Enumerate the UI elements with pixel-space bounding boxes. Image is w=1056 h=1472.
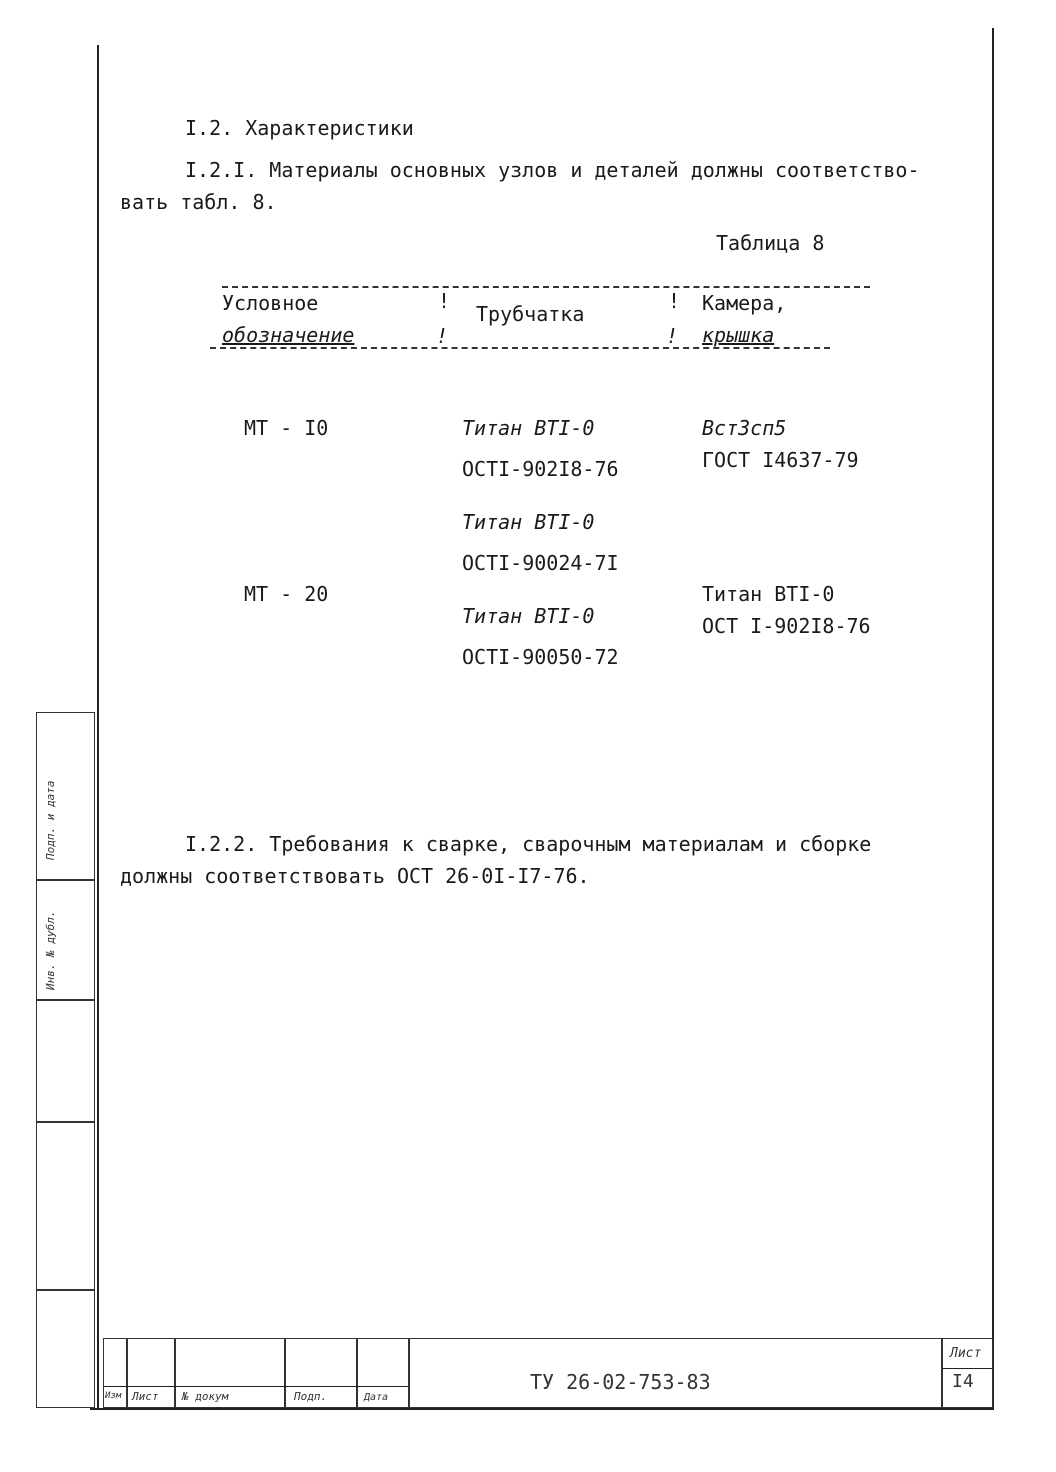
paragraph-2-line-1: I.2.2. Требования к сварке, сварочным материалам и сборке (185, 832, 872, 856)
header-separator: ! (666, 324, 679, 348)
sheet-label: Лист (950, 1346, 982, 1361)
paragraph-1-line-1: I.2.I. Материалы основных узлов и деталей должны соответство- (185, 158, 920, 182)
title-block-sign-label: Подп. (294, 1390, 328, 1403)
frame-left-line (97, 45, 99, 1410)
table-header-rule (210, 347, 830, 349)
header-separator: ! (668, 289, 681, 313)
frame-bottom-line (90, 1408, 994, 1410)
header-chamber-line-2: крышка (702, 323, 775, 347)
title-block-row-divider (103, 1386, 409, 1387)
paragraph-1-line-2: вать табл. 8. (120, 190, 277, 214)
title-block-doc-label: № докум (182, 1390, 229, 1403)
header-designation-line-2: обозначение (222, 323, 355, 347)
document-code: ТУ 26-02-753-83 (530, 1370, 711, 1394)
margin-stamp-box-5 (36, 1290, 95, 1408)
title-block-izm-label: Изм (105, 1391, 122, 1401)
margin-stamp-inv-dubl-label: Инв. № дубл. (44, 910, 57, 990)
title-block-list-label: Лист (132, 1390, 159, 1403)
header-designation-line-1: Условное (222, 291, 319, 315)
row-1-chamber-standard: ГОСТ I4637-79 (702, 448, 859, 472)
sheet-number: I4 (952, 1371, 974, 1392)
row-1-chamber-material: Вст3сп5 (702, 416, 787, 440)
row-1-tubing-1-material: Титан ВТI-0 (462, 416, 595, 440)
row-2-tubing-1-standard: ОСТI-90050-72 (462, 645, 619, 669)
table-caption: Таблица 8 (716, 231, 825, 255)
row-1-tubing-2-standard: ОСТI-90024-7I (462, 551, 619, 575)
header-tubing: Трубчатка (476, 302, 585, 326)
header-separator: ! (436, 324, 449, 348)
row-2-chamber-standard: ОСТ I-902I8-76 (702, 614, 871, 638)
row-1-designation: МТ - I0 (244, 416, 329, 440)
header-chamber-line-1: Камера, (702, 291, 787, 315)
row-2-designation: МТ - 20 (244, 582, 329, 606)
frame-right-line (992, 28, 994, 1410)
table-top-rule (222, 286, 870, 288)
row-2-chamber-material: Титан ВТI-0 (702, 582, 835, 606)
row-2-tubing-1-material: Титан ВТI-0 (462, 604, 595, 628)
paragraph-2-line-2: должны соответствовать ОСТ 26-0I-I7-76. (120, 864, 590, 888)
row-1-tubing-2-material: Титан ВТI-0 (462, 510, 595, 534)
margin-stamp-sign-date-label: Подп. и дата (44, 780, 57, 860)
section-heading: I.2. Характеристики (185, 116, 414, 140)
header-separator: ! (438, 289, 451, 313)
margin-stamp-box-3 (36, 1000, 95, 1122)
title-block-sheet-divider (942, 1368, 993, 1369)
margin-stamp-box-4 (36, 1122, 95, 1290)
row-1-tubing-1-standard: ОСТI-902I8-76 (462, 457, 619, 481)
title-block-date-label: Дата (364, 1392, 389, 1403)
